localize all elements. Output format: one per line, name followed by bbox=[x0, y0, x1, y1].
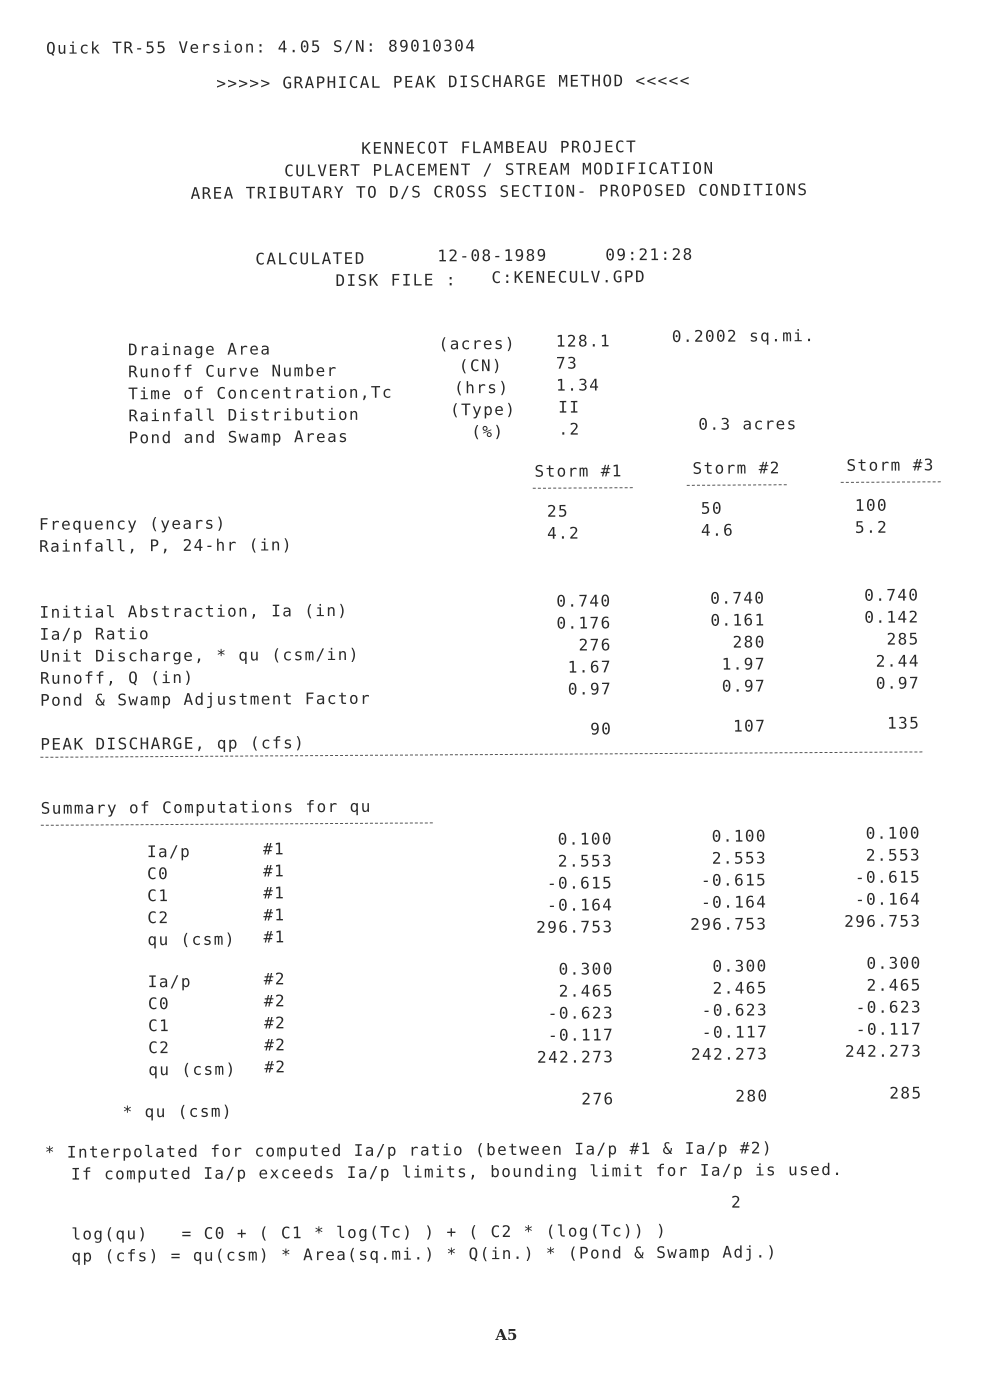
param-unit: (hrs) bbox=[454, 377, 510, 398]
summary-value: 242.273 bbox=[536, 1047, 615, 1067]
summary-value: 296.753 bbox=[844, 911, 922, 931]
result-value: 0.161 bbox=[710, 610, 766, 630]
method-line: >>>>> GRAPHICAL PEAK DISCHARGE METHOD <<<<< bbox=[216, 70, 691, 93]
frequency-label: Frequency (years) bbox=[38, 513, 227, 534]
summary-row-index: #2 bbox=[263, 969, 286, 989]
project-subtitle: CULVERT PLACEMENT / STREAM MODIFICATION bbox=[284, 158, 715, 181]
param-label: Pond and Swamp Areas bbox=[128, 426, 350, 448]
result-value: 2.44 bbox=[875, 651, 920, 671]
summary-row-index: #2 bbox=[264, 1035, 287, 1055]
interpolated-qu-value: 280 bbox=[735, 1086, 769, 1106]
summary-value: 2.553 bbox=[557, 851, 614, 871]
result-value: 1.67 bbox=[567, 657, 612, 677]
param-extra: 0.2002 sq.mi. bbox=[671, 326, 816, 346]
result-value: 0.740 bbox=[710, 588, 766, 608]
summary-value: -0.117 bbox=[855, 1019, 923, 1039]
interpolated-qu-value: 276 bbox=[581, 1089, 615, 1109]
param-label: Runoff Curve Number bbox=[127, 360, 338, 382]
param-extra: 0.3 acres bbox=[698, 414, 798, 434]
summary-row-label: C1 bbox=[147, 1016, 171, 1036]
calculated-label: CALCULATED bbox=[255, 248, 366, 269]
result-value: 280 bbox=[732, 632, 766, 652]
version-line: Quick TR-55 Version: 4.05 S/N: 89010304 bbox=[46, 36, 477, 58]
interpolated-qu-label: * qu (csm) bbox=[122, 1101, 233, 1122]
param-label: Drainage Area bbox=[127, 339, 272, 360]
result-value: 0.740 bbox=[864, 585, 920, 605]
storm-header: Storm #3 bbox=[846, 455, 935, 475]
result-label: Ia/p Ratio bbox=[39, 624, 151, 644]
result-value: 0.176 bbox=[556, 613, 612, 633]
summary-value: -0.164 bbox=[547, 895, 614, 915]
summary-row-index: #2 bbox=[264, 1057, 287, 1077]
summary-value: 2.553 bbox=[711, 848, 768, 868]
summary-value: -0.623 bbox=[547, 1003, 615, 1023]
summary-value: 296.753 bbox=[690, 914, 768, 934]
summary-value: 242.273 bbox=[844, 1041, 923, 1061]
summary-row-label: C0 bbox=[147, 864, 170, 884]
summary-row-index: #2 bbox=[263, 1013, 287, 1033]
summary-title-underline bbox=[41, 822, 433, 825]
storm-header-underline bbox=[533, 487, 633, 489]
summary-value: -0.615 bbox=[854, 867, 922, 887]
param-label: Time of Concentration,Tc bbox=[128, 382, 394, 404]
result-label: Runoff, Q (in) bbox=[39, 667, 195, 688]
calculated-date: 12-08-1989 bbox=[437, 245, 548, 266]
param-value: .2 bbox=[558, 419, 581, 439]
frequency-value: 25 bbox=[546, 501, 570, 521]
result-label: Unit Discharge, * qu (csm/in) bbox=[39, 644, 360, 666]
footnote-interpolation: * Interpolated for computed Ia/p ratio (between Ia/p #1 & Ia/p #2) bbox=[44, 1138, 774, 1162]
summary-value: 296.753 bbox=[536, 917, 614, 937]
peak-discharge-label: PEAK DISCHARGE, qp (cfs) bbox=[40, 733, 306, 754]
summary-row-label: C2 bbox=[148, 1038, 171, 1058]
summary-value: -0.615 bbox=[700, 870, 768, 890]
frequency-value: 50 bbox=[700, 498, 724, 518]
peak-discharge-value: 135 bbox=[887, 713, 921, 733]
param-unit: (Type) bbox=[450, 399, 517, 420]
summary-row-label: Ia/p bbox=[147, 971, 192, 992]
summary-row-index: #1 bbox=[262, 839, 286, 859]
summary-value: -0.164 bbox=[701, 892, 768, 912]
summary-row-index: #1 bbox=[263, 927, 286, 947]
param-value: 128.1 bbox=[555, 331, 612, 351]
disk-file-name: C:KENECULV.GPD bbox=[491, 267, 647, 288]
summary-value: 0.300 bbox=[712, 956, 768, 976]
peak-discharge-value: 107 bbox=[733, 716, 767, 736]
summary-row-label: qu (csm) bbox=[147, 929, 236, 950]
summary-value: 0.100 bbox=[711, 826, 767, 846]
formula-qp: qp (cfs) = qu(csm) * Area(sq.mi.) * Q(in.) * (Pond & Swamp Adj.) bbox=[71, 1242, 778, 1266]
summary-row-index: #1 bbox=[263, 905, 286, 925]
calculated-time: 09:21:28 bbox=[605, 244, 694, 265]
summary-row-label: qu (csm) bbox=[148, 1059, 237, 1080]
param-value: 1.34 bbox=[556, 375, 601, 395]
result-value: 285 bbox=[886, 629, 920, 649]
summary-value: -0.117 bbox=[547, 1025, 615, 1045]
param-unit: (%) bbox=[471, 421, 505, 442]
frequency-value: 100 bbox=[854, 495, 889, 515]
result-value: 276 bbox=[578, 635, 612, 655]
rainfall-value: 4.6 bbox=[700, 520, 735, 540]
interpolated-qu-value: 285 bbox=[889, 1083, 923, 1103]
summary-row-index: #1 bbox=[263, 883, 286, 903]
result-value: 0.97 bbox=[721, 676, 767, 696]
summary-value: -0.615 bbox=[546, 873, 614, 893]
param-label: Rainfall Distribution bbox=[128, 404, 361, 426]
rainfall-label: Rainfall, P, 24-hr (in) bbox=[39, 535, 293, 556]
summary-row-index: #1 bbox=[263, 861, 286, 881]
project-title: KENNECOT FLAMBEAU PROJECT bbox=[361, 137, 638, 158]
formula-log-qu: log(qu) = C0 + ( C1 * log(Tc) ) + ( C2 * (log(Tc)) ) bbox=[71, 1220, 668, 1244]
summary-value: -0.117 bbox=[701, 1022, 769, 1042]
storm-header-underline bbox=[841, 481, 941, 483]
summary-value: 0.300 bbox=[866, 953, 922, 973]
param-unit: (CN) bbox=[458, 355, 504, 376]
summary-row-label: C1 bbox=[147, 886, 170, 906]
formula-exponent: 2 bbox=[731, 1192, 743, 1212]
result-value: 0.97 bbox=[567, 679, 613, 699]
summary-title: Summary of Computations for qu bbox=[40, 796, 372, 818]
param-unit: (acres) bbox=[438, 333, 516, 354]
summary-row-label: Ia/p bbox=[146, 841, 192, 862]
summary-value: 2.465 bbox=[558, 981, 614, 1001]
summary-row-index: #2 bbox=[263, 991, 287, 1011]
storm-header: Storm #2 bbox=[692, 458, 781, 478]
summary-value: -0.623 bbox=[855, 997, 923, 1017]
result-value: 0.740 bbox=[556, 591, 612, 611]
result-label: Pond & Swamp Adjustment Factor bbox=[39, 688, 372, 710]
summary-value: 2.553 bbox=[865, 845, 922, 865]
disk-file-label: DISK FILE : bbox=[335, 270, 457, 290]
rainfall-value: 4.2 bbox=[546, 523, 581, 543]
summary-value: 242.273 bbox=[690, 1044, 769, 1064]
area-description: AREA TRIBUTARY TO D/S CROSS SECTION- PROPOSED CONDITIONS bbox=[190, 180, 809, 203]
peak-discharge-value: 90 bbox=[590, 719, 613, 739]
storm-header-underline bbox=[687, 484, 787, 486]
summary-value: 0.300 bbox=[558, 959, 614, 979]
result-value: 1.97 bbox=[721, 654, 766, 674]
page-number: A5 bbox=[495, 1325, 518, 1345]
summary-value: 2.465 bbox=[712, 978, 768, 998]
summary-row-label: C2 bbox=[147, 908, 170, 928]
summary-value: -0.164 bbox=[855, 889, 922, 909]
param-value: 73 bbox=[555, 353, 579, 373]
param-value: II bbox=[558, 397, 581, 417]
summary-value: -0.623 bbox=[701, 1000, 769, 1020]
summary-value: 2.465 bbox=[866, 975, 922, 995]
result-label: Initial Abstraction, Ia (in) bbox=[39, 600, 349, 622]
storm-header: Storm #1 bbox=[534, 461, 623, 481]
result-value: 0.142 bbox=[864, 607, 920, 627]
rainfall-value: 5.2 bbox=[854, 517, 889, 537]
summary-value: 0.100 bbox=[557, 829, 613, 849]
result-value: 0.97 bbox=[875, 673, 921, 693]
footnote-limits: If computed Ia/p exceeds Ia/p limits, bounding limit for Ia/p is used. bbox=[70, 1159, 844, 1184]
summary-row-label: C0 bbox=[147, 994, 171, 1014]
summary-value: 0.100 bbox=[865, 823, 921, 843]
